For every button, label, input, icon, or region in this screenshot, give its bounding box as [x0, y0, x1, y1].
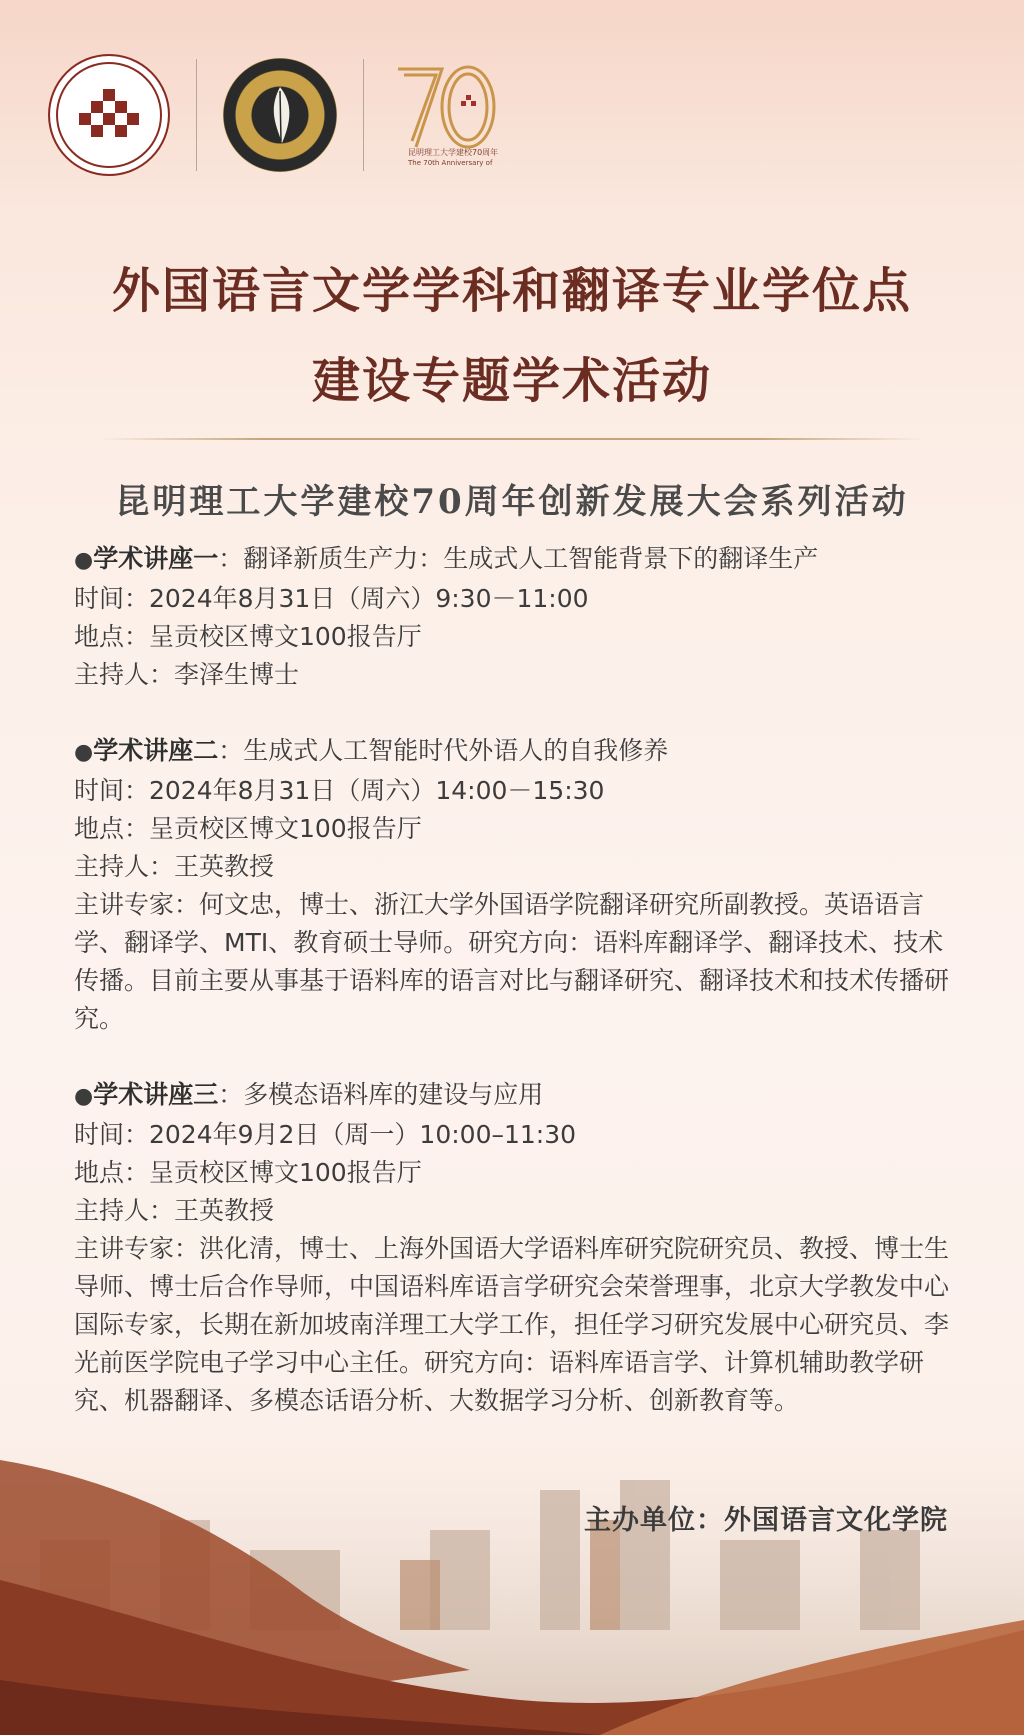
anniversary-en-text: The 70th Anniversary of	[408, 159, 493, 167]
lecture-3-heading: 学术讲座三	[93, 1080, 219, 1109]
lecture-2-host: 主持人：王英教授	[74, 852, 275, 881]
lecture-3-expert: 主讲专家：洪化清，博士、上海外国语大学语料库研究院研究员、教授、博士生导师、博士后合作导师，中国语料库语言学研究会荣誉理事，北京大学教发中心国际专家，长期在新加坡南洋理工大学工作，担任学习研究发展中心研究员、李光前医学院电子学习中心主任。研究方向：语料库语言学、计算机辅助教学研究、机器翻译、多模态话语分析、大数据学习分析、创新教育等。	[74, 1234, 950, 1415]
title-divider	[100, 438, 924, 440]
checker-emblem-icon	[79, 85, 139, 145]
lecture-2-place: 地点：呈贡校区博文100报告厅	[74, 814, 422, 843]
lecture-1-heading-line	[74, 540, 954, 580]
page-subtitle: 昆明理工大学建校70周年创新发展大会系列活动	[115, 482, 909, 522]
lecture-1-place: 地点：呈贡校区博文100报告厅	[74, 622, 422, 651]
lecture-2-time: 时间：2024年8月31日（周六）14:00－15:30	[74, 776, 605, 805]
lecture-1-time: 时间：2024年8月31日（周六）9:30－11:00	[74, 584, 589, 613]
lecture-3	[74, 1076, 954, 1420]
lecture-1	[74, 540, 954, 694]
lecture-3-host: 主持人：王英教授	[74, 1196, 275, 1225]
lecture-1-heading: 学术讲座一	[93, 544, 219, 573]
lecture-3-time: 时间：2024年9月2日（周一）10:00–11:30	[74, 1120, 577, 1149]
lecture-2-expert: 主讲专家：何文忠，博士、浙江大学外国语学院翻译研究所副教授。英语语言学、翻译学、MTI、教育硕士导师。研究方向：语料库翻译学、翻译技术、技术传播。目前主要从事基于语料库的语言对比与翻译研究、翻译技术和技术传播研究。	[74, 890, 950, 1033]
lecture-2	[74, 732, 954, 1038]
lecture-2-heading-line	[74, 732, 954, 772]
lecture-list	[74, 540, 954, 1458]
quill-icon	[260, 85, 300, 145]
foreign-languages-faculty-seal-icon	[223, 58, 337, 172]
bullet-icon: ●	[74, 548, 94, 573]
logo-divider	[363, 59, 364, 171]
lecture-2-topic: ：生成式人工智能时代外语人的自我修养	[218, 736, 669, 765]
lecture-1-host: 主持人：李泽生博士	[74, 660, 300, 689]
70th-anniversary-logo-icon	[390, 55, 510, 175]
lecture-3-heading-line	[74, 1076, 954, 1116]
campus-scene-illustration	[0, 1420, 1024, 1735]
lecture-2-heading: 学术讲座二	[93, 736, 219, 765]
page-title-line1: 外国语言文学学科和翻译专业学位点	[111, 263, 912, 319]
page-title-line2: 建设专题学术活动	[311, 353, 712, 409]
lecture-3-topic: ：多模态语料库的建设与应用	[218, 1080, 544, 1109]
organizer-text: 主办单位：外国语言文化学院	[584, 1505, 948, 1536]
lecture-3-place: 地点：呈贡校区博文100报告厅	[74, 1158, 422, 1187]
bullet-icon: ●	[74, 740, 94, 765]
lecture-1-topic: ：翻译新质生产力：生成式人工智能背景下的翻译生产	[218, 544, 819, 573]
logo-row	[48, 50, 510, 180]
bullet-icon: ●	[74, 1084, 94, 1109]
logo-divider	[196, 59, 197, 171]
anniversary-cn-text: 昆明理工大学建校70周年	[408, 148, 499, 157]
kust-university-seal-icon	[48, 54, 170, 176]
